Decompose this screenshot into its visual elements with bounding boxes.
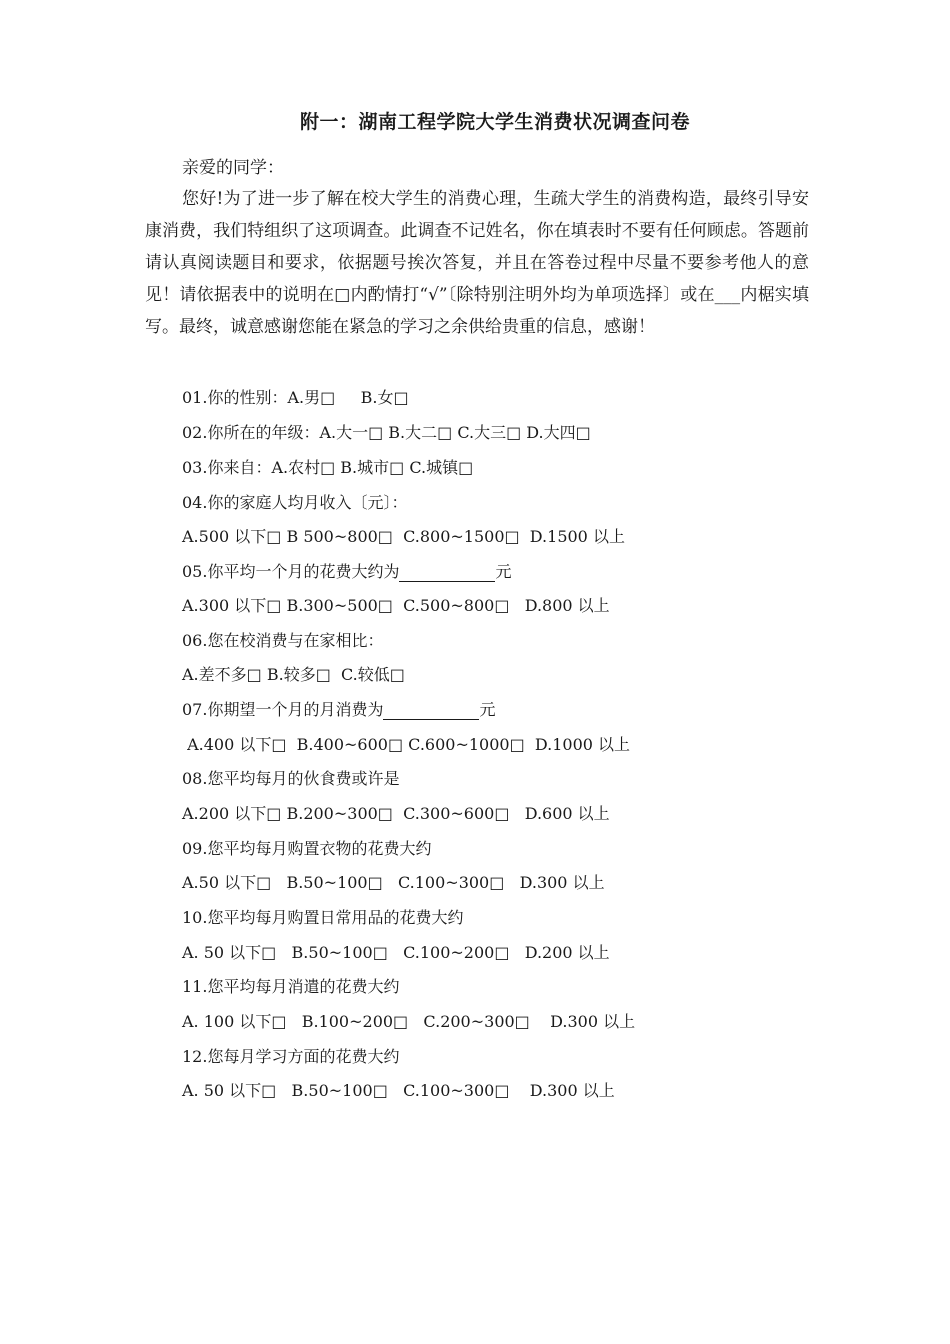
question-06: 06.您在校消费与在家相比： xyxy=(182,631,384,650)
question-01: 01.你的性别：A.男□ B.女□ xyxy=(182,388,409,407)
question-09-options: A.50 以下□ B.50~100□ C.100~300□ D.300 以上 xyxy=(182,873,605,892)
question-05-unit: 元 xyxy=(495,562,512,581)
question-04-options: A.500 以下□ B 500~800□ C.800~1500□ D.1500 以上 xyxy=(182,527,625,546)
question-12: 12.您每月学习方面的花费大约 xyxy=(182,1047,400,1066)
greeting: 亲爱的同学： xyxy=(182,158,284,178)
intro-paragraph: 您好!为了进一步了解在校大学生的消费心理，生疏大学生的消费构造，最终引导安康消费，我们特组织了这项调查。此调查不记姓名，你在填表时不要有任何顾虑。答题前请认真阅读题目和要求，依据题号挨次答复，并且在答卷过程中尽量不要参考他人的意见！请依据表中的说明在□内酌情打“√”〔除特别注明外均为单项选择〕或在___内椐实填写。最终，诚意感谢您能在紧急的学习之余供给贵重的信息，感谢！ xyxy=(145,189,809,337)
question-07-unit: 元 xyxy=(479,700,496,719)
question-07-text: 07.你期望一个月的月消费为 xyxy=(182,700,384,719)
question-07 xyxy=(182,697,495,720)
question-11-options: A. 100 以下□ B.100~200□ C.200~300□ D.300 以上 xyxy=(182,1012,636,1031)
fill-blank[interactable] xyxy=(399,562,495,582)
question-12-options: A. 50 以下□ B.50~100□ C.100~300□ D.300 以上 xyxy=(182,1081,615,1100)
question-07-options: A.400 以下□ B.400~600□ C.600~1000□ D.1000 以上 xyxy=(182,735,631,754)
question-10: 10.您平均每月购置日常用品的花费大约 xyxy=(182,908,464,927)
question-03: 03.你来自：A.农村□ B.城市□ C.城镇□ xyxy=(182,458,474,477)
question-02: 02.你所在的年级：A.大一□ B.大二□ C.大三□ D.大四□ xyxy=(182,423,591,442)
document-title: 附一：湖南工程学院大学生消费状况调查问卷 xyxy=(299,111,690,133)
question-08-options: A.200 以下□ B.200~300□ C.300~600□ D.600 以上 xyxy=(182,804,610,823)
question-11: 11.您平均每月消遣的花费大约 xyxy=(182,977,400,996)
question-05-text: 05.你平均一个月的花费大约为 xyxy=(182,562,400,581)
question-04: 04.你的家庭人均月收入〔元〕： xyxy=(182,493,408,512)
question-09: 09.您平均每月购置衣物的花费大约 xyxy=(182,839,432,858)
question-06-options: A.差不多□ B.较多□ C.较低□ xyxy=(182,665,405,684)
question-05 xyxy=(182,559,511,582)
fill-blank[interactable] xyxy=(383,700,479,720)
question-10-options: A. 50 以下□ B.50~100□ C.100~200□ D.200 以上 xyxy=(182,943,610,962)
question-05-options: A.300 以下□ B.300~500□ C.500~800□ D.800 以上 xyxy=(182,596,610,615)
question-08: 08.您平均每月的伙食费或许是 xyxy=(182,769,400,788)
